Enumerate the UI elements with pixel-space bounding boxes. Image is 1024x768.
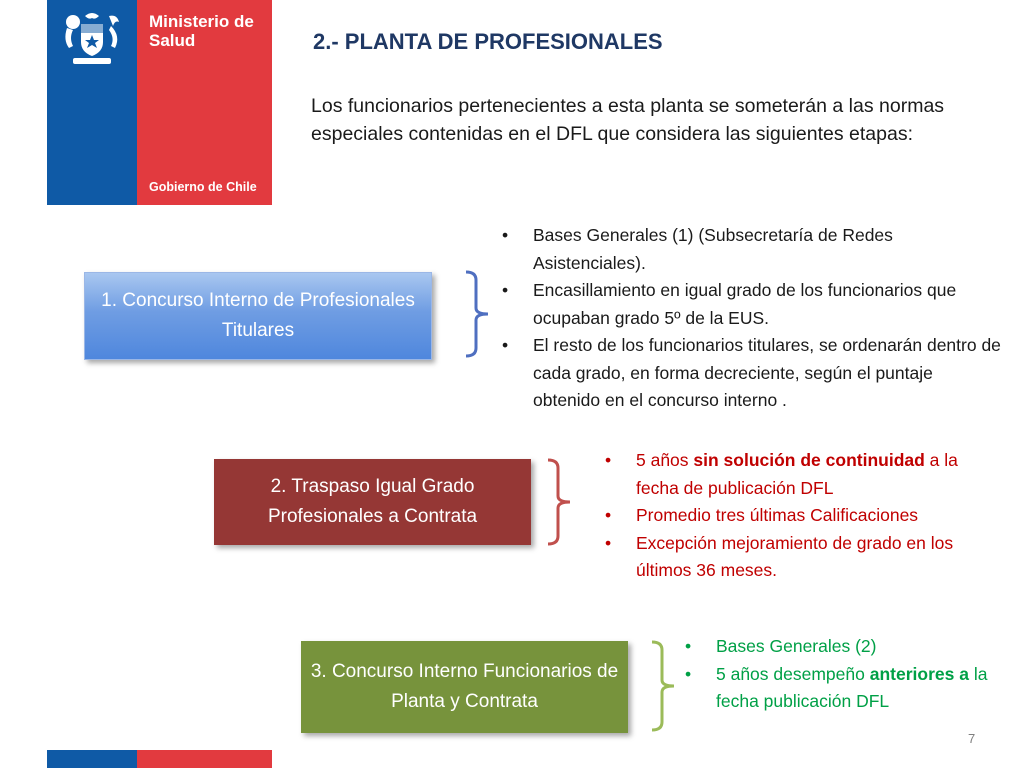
bullet-text: Encasillamiento en igual grado de los funcionarios que ocupaban grado 5º de la EUS. [533,280,957,328]
footer-red-segment [137,750,272,768]
stage-3-bullet-list [685,633,1015,716]
list-item [502,332,1002,415]
stage-3-box [301,641,628,733]
stage-2-box [214,459,531,545]
bullet-text: Excepción mejoramiento de grado en los últimos 36 meses. [636,532,954,580]
stage-2-bullet-list [605,447,985,585]
footer-blue-segment [47,750,137,768]
ministerio-logo [47,0,272,205]
stage-1-box [84,272,432,360]
logo-government-label: Gobierno de Chile [149,180,257,194]
stage-3-bracket-icon [648,638,680,734]
bullet-icon: • [502,335,509,355]
bullet-text-pre: 5 años desempeño [716,663,870,684]
intro-paragraph: Los funcionarios pertenecientes a esta planta se someterán a las normas especiales contenidas en el DFL que considera las siguientes etapas: [311,95,945,145]
bullet-text-bold: sin solución de continuidad [693,450,925,470]
logo-ministry-name [149,12,254,50]
list-item [605,530,985,585]
page-number: 7 [968,731,976,746]
bullet-text-post: la fecha publicación DFL [716,663,988,711]
bullet-icon: • [502,225,509,245]
coat-of-arms-icon [59,8,125,68]
stage-1-label: 1. Concurso Interno de Profesionales Titulares [101,290,415,341]
stage-2-bracket-icon [544,456,576,548]
stage-3-label: 3. Concurso Interno Funcionarios de Planta y Contrata [310,661,619,712]
bullet-text: El resto de los funcionarios titulares, se ordenarán dentro de cada grado, en forma decreciente, según el puntaje obtenido en el concurso interno . [533,335,1001,410]
bullet-text: Promedio tres últimas Calificaciones [636,505,919,525]
bullet-icon: • [502,280,509,300]
bullet-icon: • [605,505,612,525]
logo-line-2: Salud [149,31,196,50]
list-item [685,633,1015,661]
list-item [502,222,1002,277]
bullet-text-pre: 5 años [636,450,694,470]
bullet-text-post: a la fecha de publicación DFL [636,450,958,498]
bullet-icon: • [605,450,612,470]
stage-2-label: 2. Traspaso Igual Grado Profesionales a Contrata [267,476,478,527]
bullet-icon: • [685,636,692,656]
footer-color-bar [47,750,272,768]
list-item [502,277,1002,332]
logo-line-1: Ministerio de [149,12,254,31]
list-item [605,502,985,530]
bullet-icon: • [685,663,692,684]
stage-1-bullet-list [502,222,1002,415]
bullet-text: Bases Generales (2) [716,636,877,656]
logo-blue-panel [47,0,137,205]
bullet-text: Bases Generales (1) (Subsecretaría de Redes Asistenciales). [533,225,893,273]
list-item [605,447,985,502]
stage-1-bracket-icon [462,268,494,360]
slide-title: 2.- PLANTA DE PROFESIONALES [313,29,663,54]
list-item [685,661,1015,716]
bullet-text-bold: anteriores a [869,663,969,684]
logo-red-panel [137,0,272,205]
bullet-icon: • [605,532,612,553]
